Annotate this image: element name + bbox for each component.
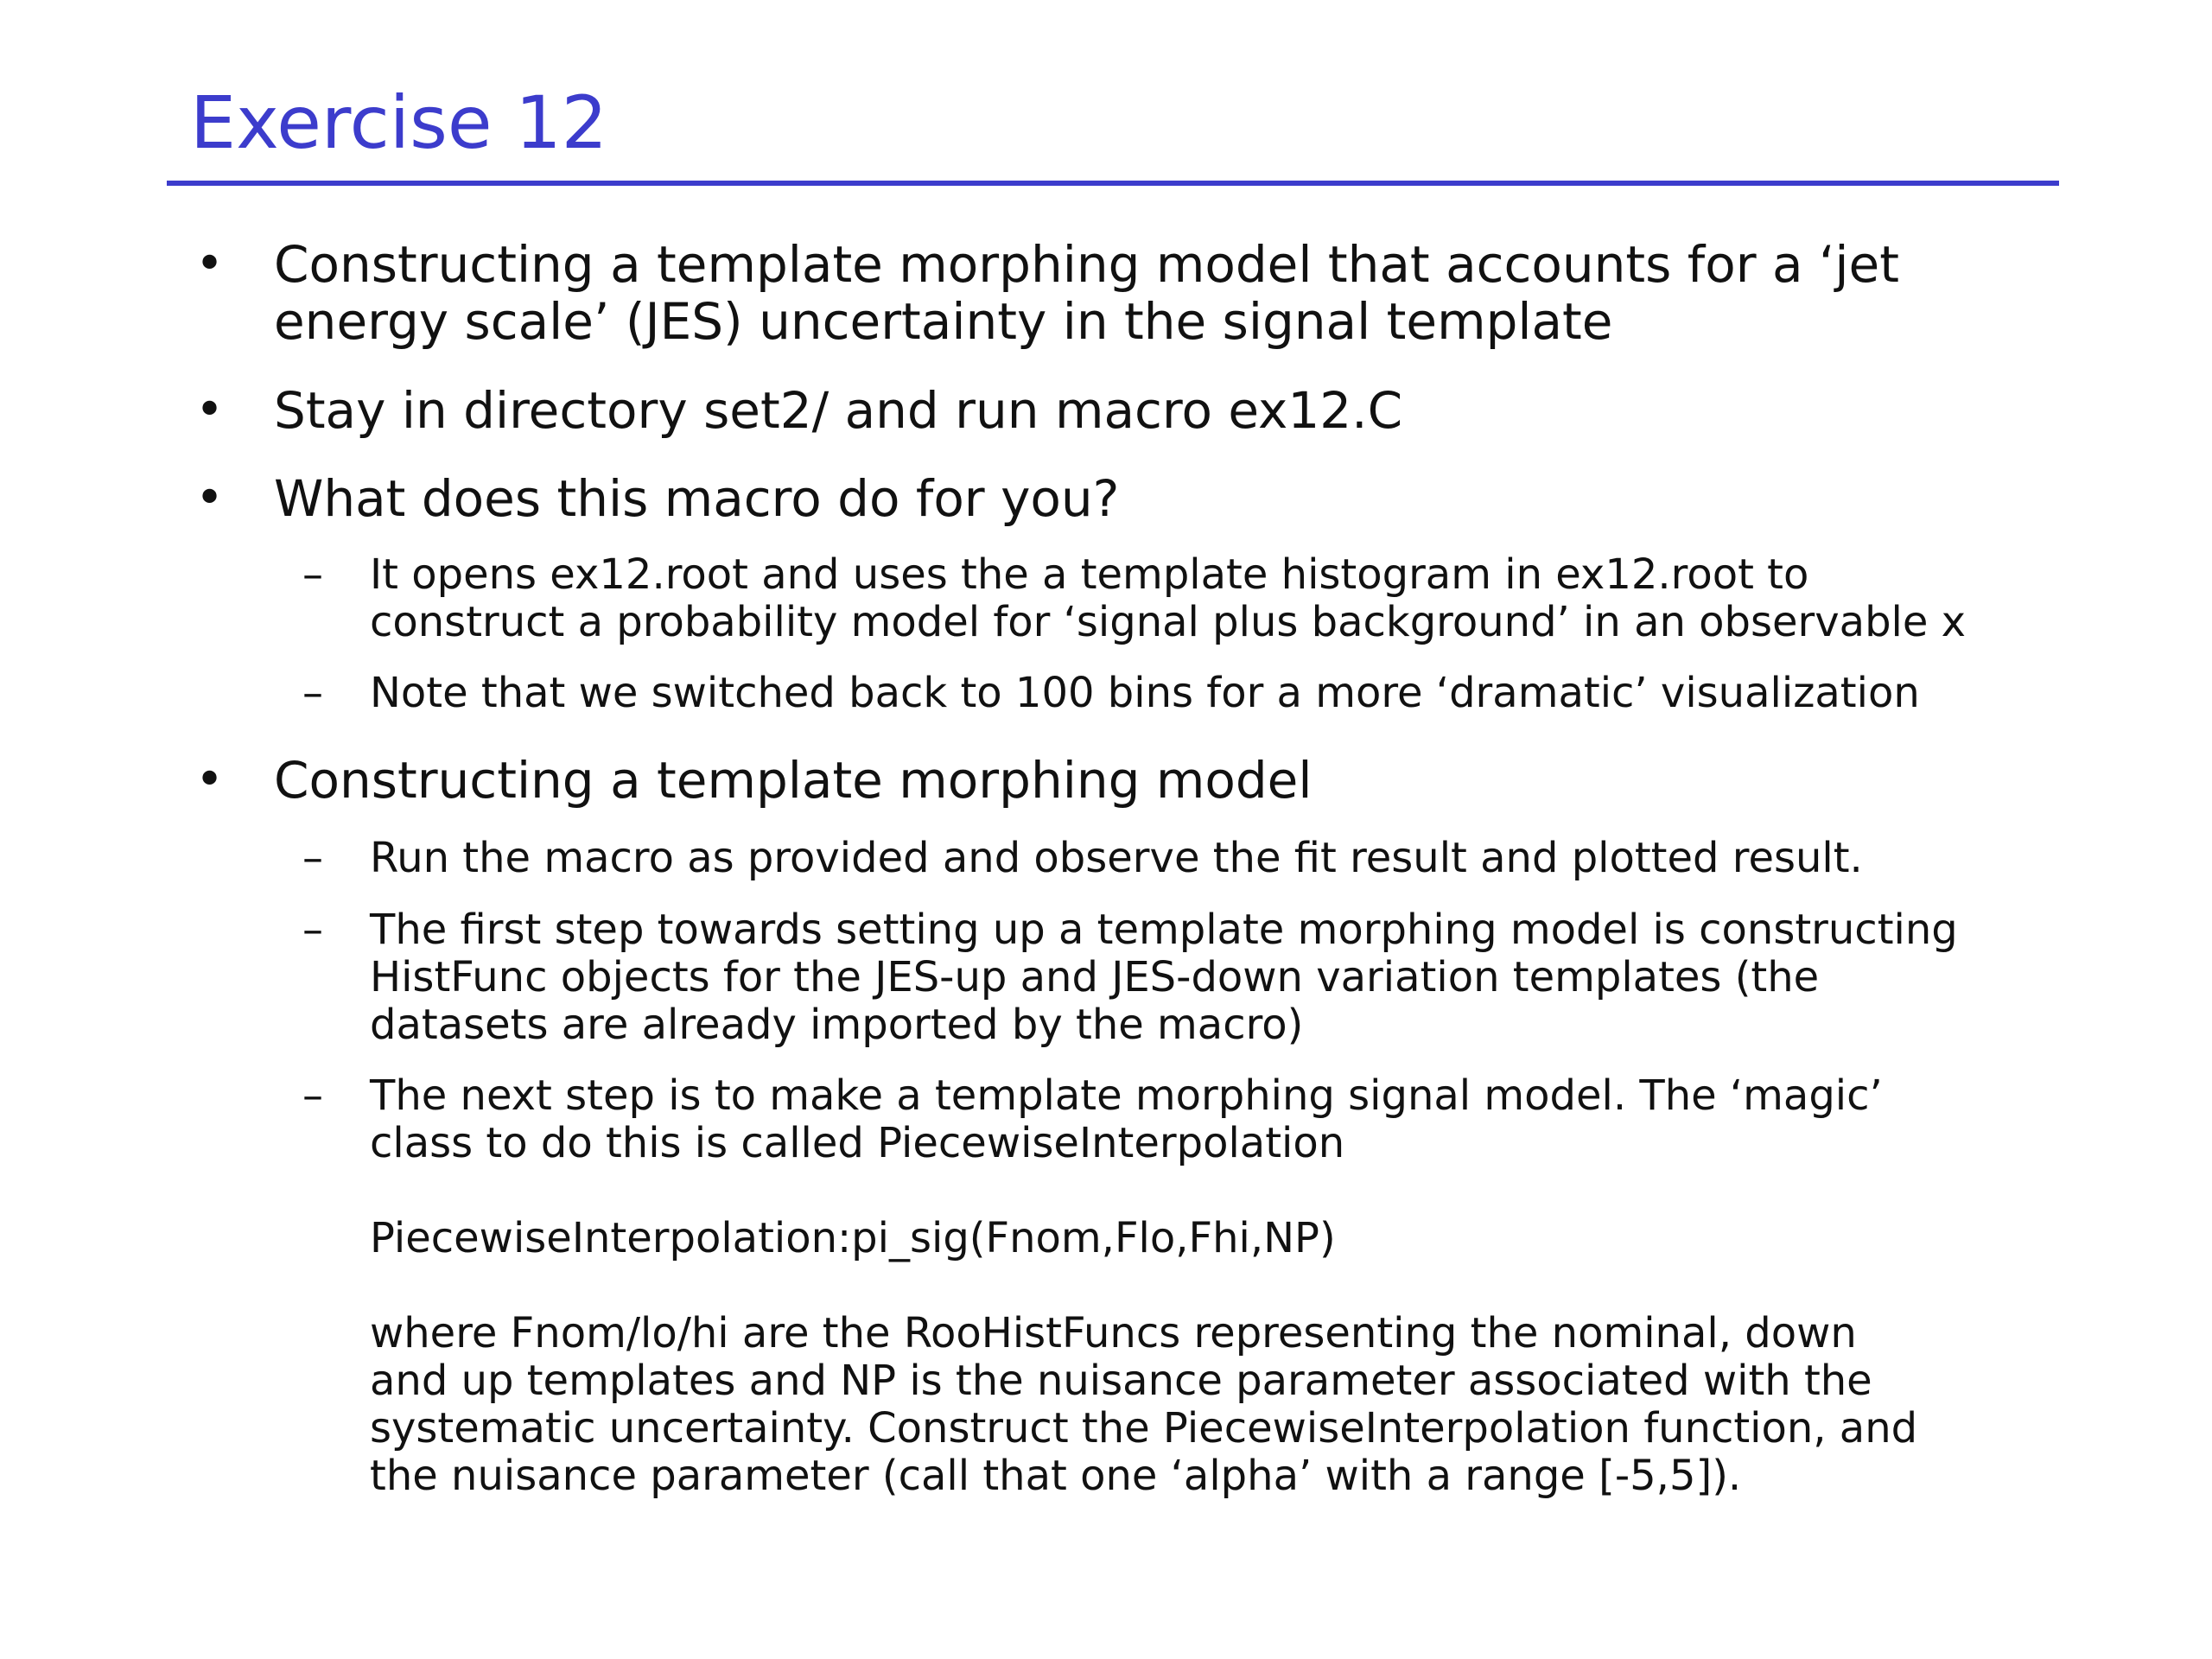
bullet-text [274, 236, 2088, 350]
bullet-icon: • [195, 752, 225, 808]
dash-icon: – [302, 834, 323, 882]
slide-title: Exercise 12 [190, 80, 608, 165]
text-line: and up templates and NP is the nuisance parameter associated with the [370, 1357, 1872, 1405]
text-line: The first step towards setting up a template morphing model is constructing [370, 906, 1958, 954]
bullet-text [274, 752, 2088, 809]
text-line: datasets are already imported by the macro) [370, 1001, 1304, 1049]
text-line: where Fnom/lo/hi are the RooHistFuncs representing the nominal, down [370, 1309, 1857, 1357]
text-line: energy scale’ (JES) uncertainty in the signal template [274, 292, 1613, 351]
title-underline [167, 181, 2059, 186]
sub-item-text [370, 1072, 2098, 1500]
sub-item-text [370, 551, 2098, 646]
sub-item-text [370, 835, 2098, 882]
code-line: PiecewiseInterpolation:pi_sig(Fnom,Flo,Fhi,NP) [370, 1214, 1336, 1262]
text-line: The next step is to make a template morphing signal model. The ‘magic’ [370, 1071, 1883, 1120]
text-line: Constructing a template morphing model that accounts for a ‘jet [274, 235, 1899, 294]
bullet-text [274, 470, 2088, 527]
text-line: Stay in directory set2/ and run macro ex12.C [274, 381, 1403, 440]
text-line: systematic uncertainty. Construct the PiecewiseInterpolation function, and [370, 1404, 1918, 1452]
dash-icon: – [302, 669, 323, 717]
text-line: construct a probability model for ‘signal plus background’ in an observable x [370, 598, 1967, 646]
dash-icon: – [302, 906, 323, 954]
sub-item-text [370, 906, 2098, 1049]
text-line: class to do this is called PiecewiseInterpolation [370, 1119, 1345, 1167]
dash-icon: – [302, 550, 323, 599]
text-line: What does this macro do for you? [274, 469, 1120, 528]
dash-icon: – [302, 1071, 323, 1120]
text-line: Run the macro as provided and observe the fit result and plotted result. [370, 834, 1863, 882]
bullet-text [274, 382, 2088, 439]
text-line: It opens ex12.root and uses the a template histogram in ex12.root to [370, 550, 1809, 599]
bullet-icon: • [195, 470, 225, 526]
bullet-icon: • [195, 236, 225, 292]
text-line: Note that we switched back to 100 bins for a more ‘dramatic’ visualization [370, 669, 1920, 717]
sub-item-text [370, 670, 2098, 717]
bullet-icon: • [195, 382, 225, 438]
text-line: the nuisance parameter (call that one ‘alpha’ with a range [-5,5]). [370, 1452, 1742, 1500]
text-line: Constructing a template morphing model [274, 751, 1313, 810]
text-line: HistFunc objects for the JES-up and JES-down variation templates (the [370, 953, 1820, 1001]
